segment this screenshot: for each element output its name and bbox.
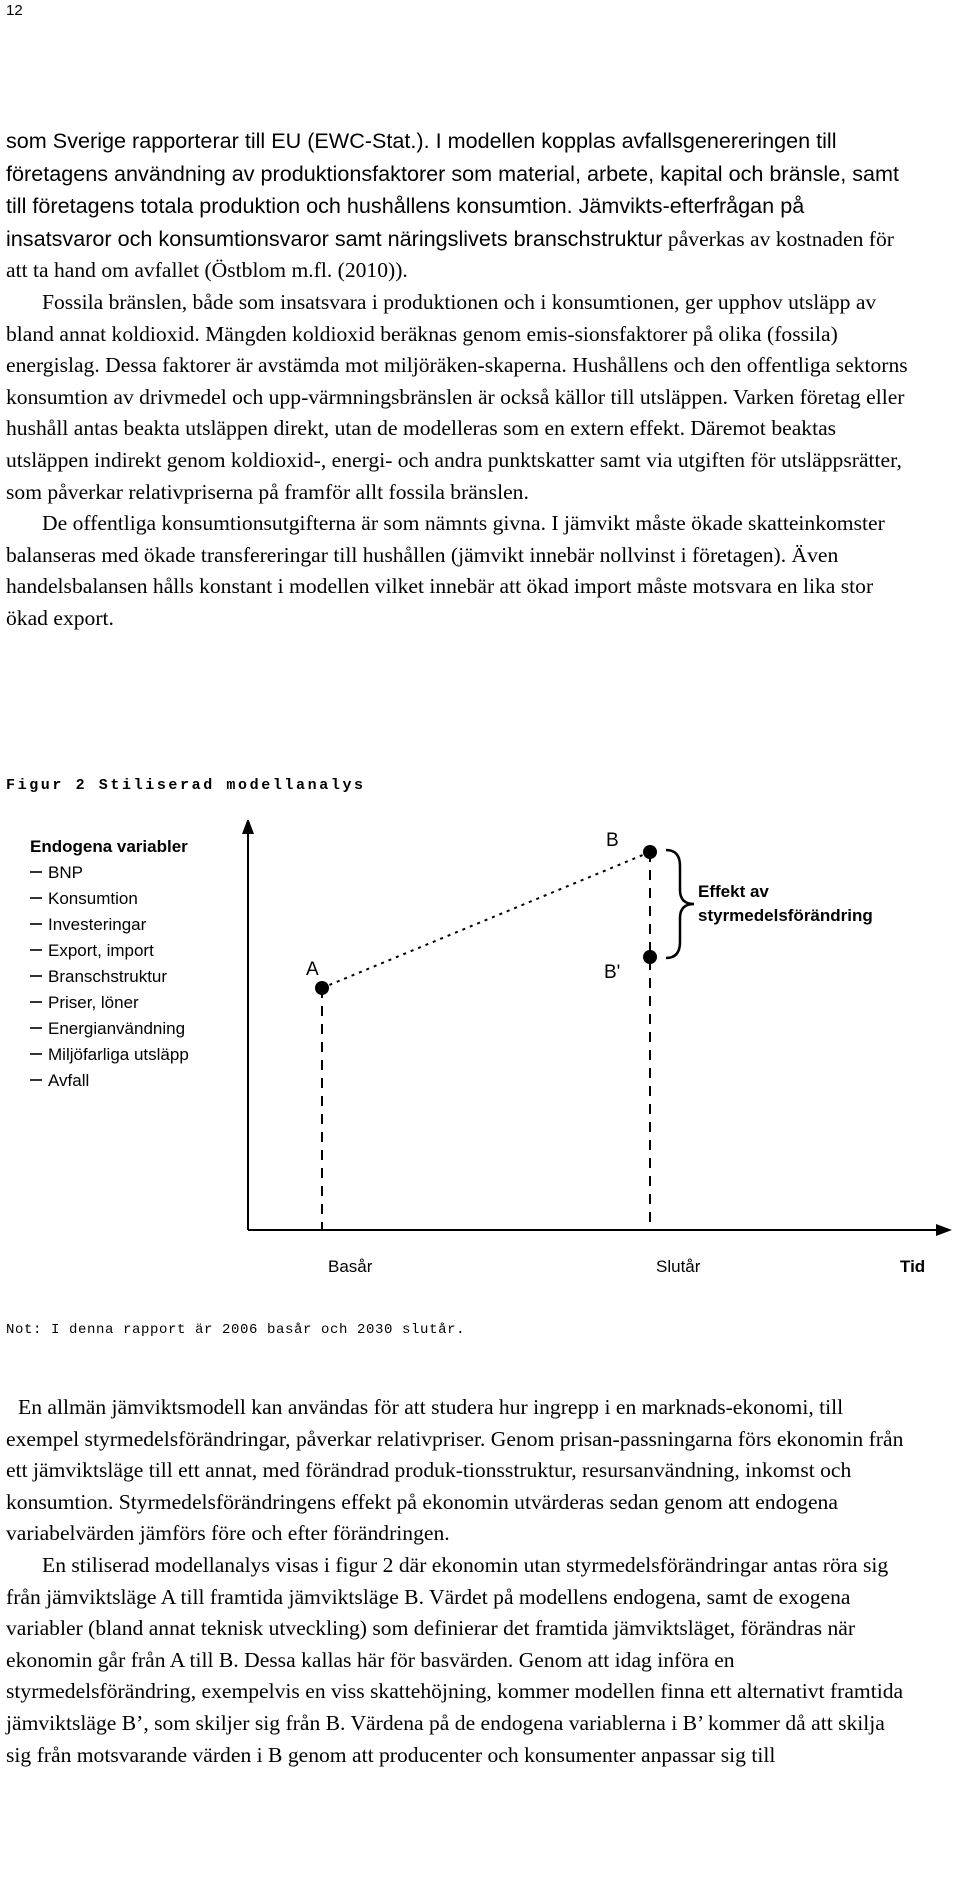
figure-title: Figur 2 Stiliserad modellanalys	[6, 777, 366, 794]
point-b-marker	[643, 845, 657, 859]
point-b-prime-label: B'	[604, 962, 621, 983]
endogenous-list-item: Branschstruktur	[48, 967, 168, 986]
endogenous-list-item: Export, import	[48, 941, 154, 960]
effect-label-line1: Effekt av	[698, 882, 769, 901]
point-a-label: A	[306, 959, 319, 980]
x-axis-label: Tid	[900, 1257, 926, 1276]
endogenous-list-item: Investeringar	[48, 915, 147, 934]
endogenous-list	[30, 863, 189, 1090]
figure-note: Not: I denna rapport är 2006 basår och 2030 slutår.	[6, 1322, 466, 1338]
paragraph-stylized-analysis: En stiliserad modellanalys visas i figur 2 där ekonomin utan styrmedelsförändringar antas röra sig från jämviktsläge A till framtida jämviktsläge B. Värdet på modellens endogena, samt de exogena variabler (bland annat teknisk utveckling) som definierar det framtida jämviktsläget, förändras när ekonomin går från A till B. Dessa kallas här för basvärden. Genom att idag införa en styrmedelsförändring, exempelvis en viss skattehöjning, kommer modellen finna ett alternativt framtida jämviktsläge B’, som skiljer sig från B. Värdena på de endogena variablerna i B’ kommer då att skilja sig från motsvarande värden i B genom att producenter och konsumenter anpassar sig till	[6, 1552, 904, 1767]
paragraph-waste-model	[6, 125, 912, 287]
point-b-prime-marker	[643, 950, 657, 964]
text-block-bottom	[6, 1392, 912, 1771]
x-label-end-year: Slutår	[656, 1257, 701, 1276]
paragraph-public-consumption: De offentliga konsumtionsutgifterna är som nämnts givna. I jämvikt måste ökade skatteinkomster balanseras med ökade transfereringar till hushållen (jämvikt innebär nollvinst i företagen). Även handelsbalansen hålls konstant i modellen vilket innebär att ökad import måste motsvara en lika stor ökad export.	[6, 511, 885, 630]
paragraph-general-equilibrium: En allmän jämviktsmodell kan användas för att studera hur ingrepp i en marknads-ekonomi, till exempel styrmedelsförändringar, påverkar relativpriser. Genom prisan-passningarna förs ekonomin från ett jämviktsläge till ett annat, med förändrad produk-tionsstruktur, resursanvändning, inkomst och konsumtion. Styrmedelsförändringens effekt på ekonomin utvärderas sedan genom att endogena variabelvärden jämförs före och efter förändringen.	[6, 1395, 904, 1546]
paragraph-waste-model-serif: påverkas av kostnaden för att ta hand om avfallet (Östblom m.fl. (2010)).	[6, 226, 894, 283]
path-a-to-b	[322, 852, 650, 988]
endogenous-list-item: BNP	[48, 863, 83, 882]
x-label-base-year: Basår	[328, 1257, 373, 1276]
endogenous-list-item: Priser, löner	[48, 993, 139, 1012]
paragraph-fossil-fuels: Fossila bränslen, både som insatsvara i produktionen och i konsumtionen, ger upphov utsläpp av bland annat koldioxid. Mängden koldioxid beräknas genom emis-sionsfaktorer på olika (fossila) energislag. Dessa faktorer är avstämda mot miljöräken-skaperna. Hushållens och den offentliga sektorns konsumtion av drivmedel och upp-värmningsbränslen är också källor till utsläppen. Varken företag eller hushåll antas beakta utsläppen direkt, utan de modelleras som en extern effekt. Däremot beaktas utsläppen indirekt genom koldioxid-, energi- och andra punktskatter samt via utgiften för utsläppsrätter, som påverkar relativpriserna på framför allt fossila bränslen.	[6, 289, 908, 504]
effect-label-line2: styrmedelsförändring	[698, 906, 873, 925]
endogenous-list-item: Miljöfarliga utsläpp	[48, 1045, 189, 1064]
y-axis-arrow	[242, 820, 254, 834]
x-axis-arrow	[936, 1224, 952, 1236]
endogenous-list-item: Energianvändning	[48, 1019, 186, 1038]
endogenous-list-heading: Endogena variabler	[30, 837, 188, 856]
text-block-top	[6, 125, 912, 635]
point-a-marker	[315, 981, 329, 995]
paragraph-waste-model-sans: som Sverige rapporterar till EU (EWC-Stat.). I modellen kopplas avfallsgenereringen till företagens användning av produktionsfaktorer som material, arbete, kapital och bränsle, samt till företagens totala produktion och hushållens konsumtion. Jämvikts-efterfrågan på insatsvaror och konsumtionsvaror samt näringslivets branschstruktur	[6, 128, 900, 251]
point-b-label: B	[606, 830, 619, 851]
endogenous-list-item: Avfall	[48, 1071, 90, 1090]
endogenous-list-item: Konsumtion	[48, 889, 138, 908]
page-number: 12	[6, 2, 23, 19]
effect-brace	[666, 850, 694, 958]
figure-stylized-model	[0, 820, 960, 1300]
